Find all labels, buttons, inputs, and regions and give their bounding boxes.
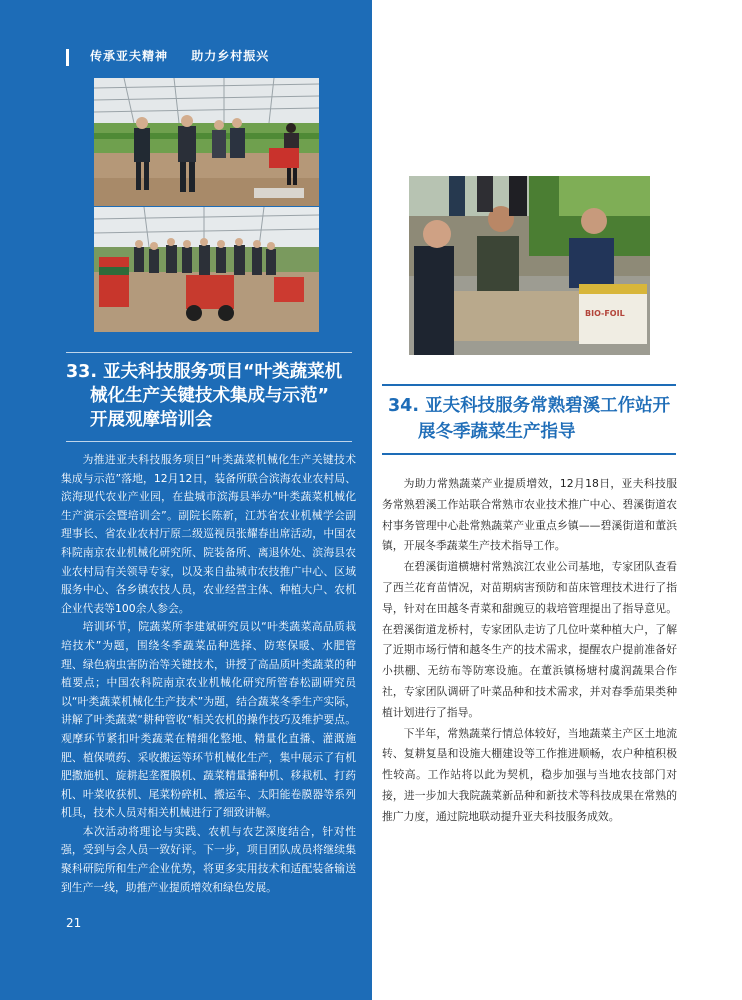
article-33-paragraph: 为推进亚夫科技服务项目“叶类蔬菜机械化生产关键技术集成与示范”落地，12月12日，装备所联合滨海农业农村局、滨海现代农业产业园，在盐城市滨海县举办“叶类蔬菜机械化生产演示会暨培训会”。副院长陈新，江苏省农业机械学会副理事长、省农业农村厅原二级巡视员张耀春出席活动，中国农科院南京农业机械化研究所、院装备所、离退休处、滨海县农业农村局有关领导专家，以及来自盐城市农技推广中心、区域服务中心、各乡镇农技人员，农业经营主体、种植大户、农机企业代表等100余人参会。 (61, 453, 356, 615)
article-33-title (66, 360, 366, 432)
title-33-rule-bottom (66, 441, 352, 442)
article-34-paragraph: 在碧溪街道横塘村常熟滨江农业公司基地，专家团队查看了西兰花育苗情况，对苗期病害预防和苗床管理技术进行了指导，针对在田越冬青菜和甜豌豆的栽培管理提出了指导意见。在碧溪街道龙桥村，专家团队走访了几位叶菜种植大户，了解了近期市场行情和越冬生产的技术需求，提醒农户提前准备好小拱棚、无纺布等防寒设施。在董浜镇杨塘村虞润蔬果合作社，专家团队调研了叶菜品种和技术需求，并对春季茄果类种植计划进行了指导。 (382, 560, 677, 719)
article-33-number: 33. (66, 362, 98, 382)
header-slogan-2: 助力乡村振兴 (191, 49, 270, 63)
article-34-body (382, 474, 677, 828)
article-34-paragraph: 下半年，常熟蔬菜行情总体较好，当地蔬菜主产区土地流转、复耕复垦和设施大棚建设等工作推进顺畅，农户种植积极性较高。工作站将以此为契机，稳步加强与当地农技部门对接，进一步加大我院蔬菜新品种和新技术等科技成果在常熟的推广力度，通过院地联动提升亚夫科技服务成效。 (382, 726, 677, 823)
header-slogan-1: 传承亚夫精神 (90, 49, 169, 63)
article-33-body (61, 451, 356, 897)
header-accent-bar (66, 49, 69, 66)
title-34-rule-top (382, 384, 676, 386)
photo-greenhouse-visit (94, 78, 319, 206)
page-number: 21 (66, 916, 82, 930)
article-34-number: 34. (388, 396, 420, 416)
photo-machine-demo (94, 207, 319, 332)
article-34-paragraph: 为助力常熟蔬菜产业提质增效，12月18日，亚夫科技服务常熟碧溪工作站联合常熟市农业技术推广中心、碧溪街道农村事务管理中心赴常熟蔬菜产业重点乡镇——碧溪街道和董浜镇，开展冬季蔬菜生产技术指导工作。 (382, 477, 677, 553)
article-34-title-line-2: 展冬季蔬菜生产指导 (418, 422, 576, 442)
article-33-title-line-1: 亚夫科技服务项目“叶类蔬菜机 (103, 362, 343, 382)
article-33-title-line-3: 开展观摩培训会 (90, 410, 213, 430)
title-33-rule-top (66, 352, 352, 353)
header-slogan (90, 47, 287, 64)
article-33-title-line-2: 械化生产关键技术集成与示范” (90, 386, 330, 406)
photo-field-guidance (409, 176, 650, 355)
article-34-title-line-1: 亚夫科技服务常熟碧溪工作站开 (425, 396, 671, 416)
article-33-paragraph: 培训环节，院蔬菜所李建斌研究员以“叶类蔬菜高品质栽培技术”为题，围绕冬季蔬菜品种选择、防寒保暖、水肥管理、绿色病虫害防治等关键技术，讲授了高品质叶类蔬菜的种植要点；中国农科院南京农业机械化研究所管春松副研究员以“叶类蔬菜机械化生产技术”为题，结合蔬菜冬季生产实际，讲解了叶类蔬菜“耕种管收”相关农机的操作技巧及维护要点。观摩环节紧扣叶类蔬菜在精细化整地、精量化直播、灌溉施肥、植保喷药、采收搬运等环节机械化生产，集中展示了有机肥撒施机、旋耕起垄覆膜机、蔬菜精量播种机、移栽机、打药机、叶菜收获机、尾菜粉碎机、搬运车、太阳能卷膜器等系列机具，技术人员对相关机械进行了细致讲解。 (61, 620, 356, 820)
article-34-title (388, 393, 688, 445)
title-34-rule-bottom (382, 453, 676, 455)
box-label: BIO-FOIL (585, 309, 625, 318)
article-33-paragraph: 本次活动将理论与实践、农机与农艺深度结合，针对性强，受到与会人员一致好评。下一步，项目团队成员将继续集聚科研院所和生产企业优势，将更多实用技术和适配装备输送到生产一线，助推产业提质增效和绿色发展。 (61, 824, 356, 894)
